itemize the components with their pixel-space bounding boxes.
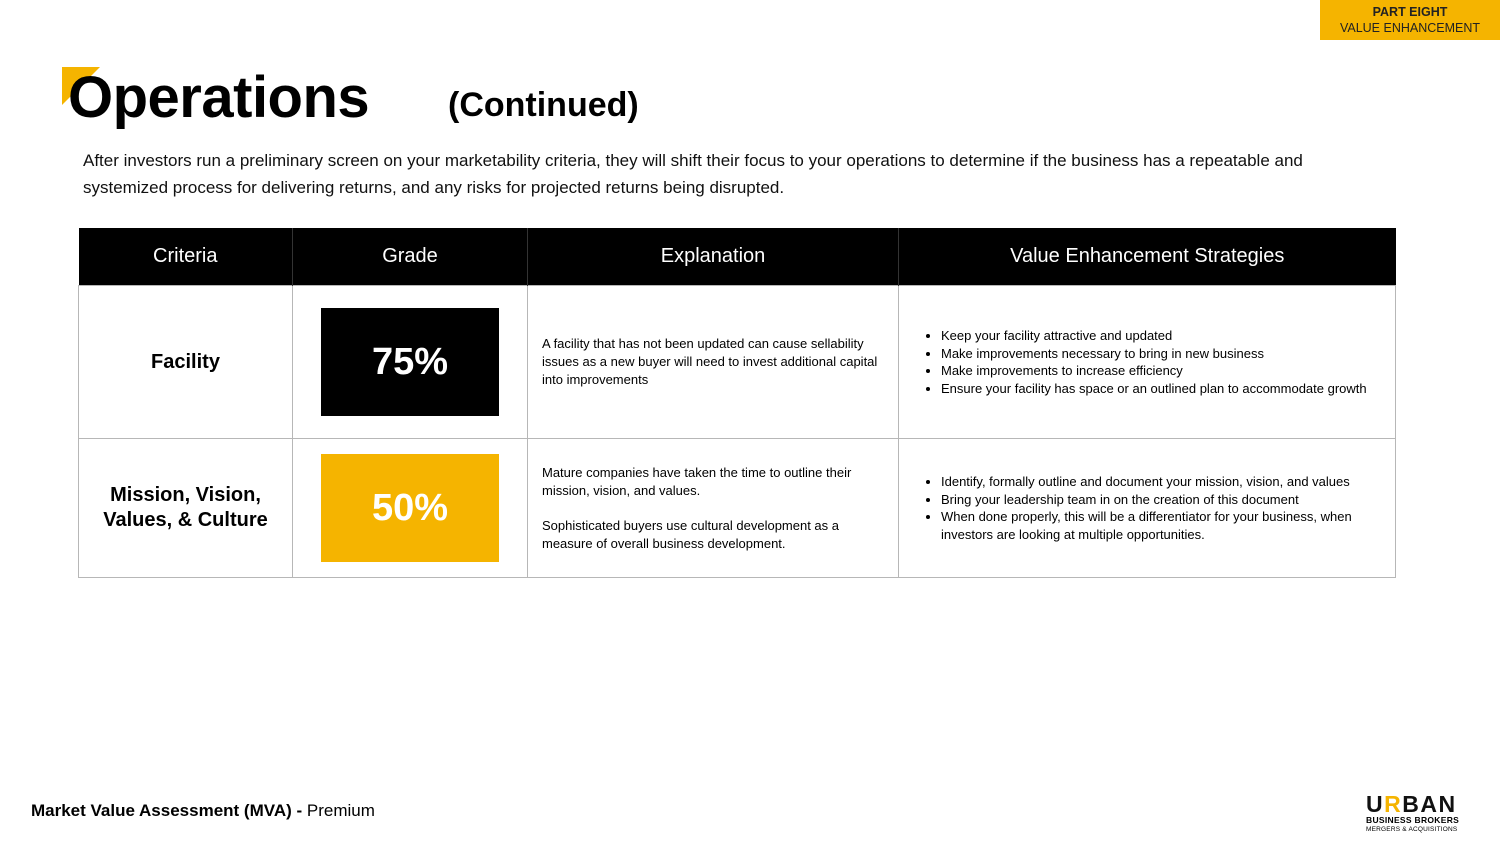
list-item: • Ensure your facility has space or an outlined plan to accommodate growth xyxy=(941,380,1381,398)
list-item: • When done properly, this will be a differentiator for your business, when investors are looking at multiple opportunities. xyxy=(941,508,1381,543)
grade-cell xyxy=(293,439,528,578)
grade-badge: 75% xyxy=(321,308,499,416)
table-row xyxy=(79,286,1396,439)
header-criteria: Criteria xyxy=(79,228,293,286)
strategies-cell xyxy=(899,286,1396,439)
grade-badge: 50% xyxy=(321,454,499,562)
logo-letter-u: U xyxy=(1366,791,1385,817)
explanation-text: Sophisticated buyers use cultural development as a measure of overall business development. xyxy=(542,517,840,551)
part-number: PART EIGHT xyxy=(1372,5,1448,19)
part-name: VALUE ENHANCEMENT xyxy=(1339,21,1481,35)
logo-letters-ban: BAN xyxy=(1402,791,1457,817)
criteria-cell: Facility xyxy=(79,286,293,439)
intro-paragraph: After investors run a preliminary screen on your marketability criteria, they will shift their focus to your operations to determine if the business has a repeatable and systemized process for delivering returns, and any risks for projected returns being disrupted. xyxy=(83,151,1303,197)
header-grade: Grade xyxy=(293,228,528,286)
page-title: Operations xyxy=(68,65,370,130)
table-header-row xyxy=(79,228,1396,286)
list-item: • Make improvements to increase efficiency xyxy=(941,362,1381,380)
explanation-cell xyxy=(528,439,899,578)
strategies-cell xyxy=(899,439,1396,578)
footer-bold: Market Value Assessment (MVA) - xyxy=(31,801,303,820)
list-item: • Make improvements necessary to bring in new business xyxy=(941,345,1381,363)
footer-tier: Premium xyxy=(306,801,375,820)
operations-table xyxy=(78,228,1396,578)
company-logo xyxy=(1366,793,1474,834)
list-item: • Identify, formally outline and document your mission, vision, and values xyxy=(941,473,1381,491)
logo-line1: BUSINESS BROKERS xyxy=(1366,815,1460,825)
logo-letter-r: R xyxy=(1384,791,1403,817)
part-tag xyxy=(1320,0,1500,40)
header-strategies: Value Enhancement Strategies xyxy=(899,228,1396,286)
explanation-text: Mature companies have taken the time to outline their mission, vision, and values. xyxy=(542,464,852,498)
page-subtitle: (Continued) xyxy=(448,86,639,124)
logo-line2: MERGERS & ACQUISITIONS xyxy=(1366,826,1458,833)
list-item: • Bring your leadership team in on the creation of this document xyxy=(941,491,1381,509)
table-row xyxy=(79,439,1396,578)
explanation-cell xyxy=(528,286,899,439)
strategies-list xyxy=(921,473,1381,543)
header-explanation: Explanation xyxy=(528,228,899,286)
logo-wordmark xyxy=(1366,793,1474,815)
explanation-text: A facility that has not been updated can cause sellability issues as a new buyer will need to invest additional capital into improvements xyxy=(542,336,878,387)
grade-cell xyxy=(293,286,528,439)
list-item: • Keep your facility attractive and updated xyxy=(941,327,1381,345)
criteria-cell: Mission, Vision, Values, & Culture xyxy=(79,439,293,578)
footer-label xyxy=(31,801,375,821)
strategies-list xyxy=(921,327,1381,397)
